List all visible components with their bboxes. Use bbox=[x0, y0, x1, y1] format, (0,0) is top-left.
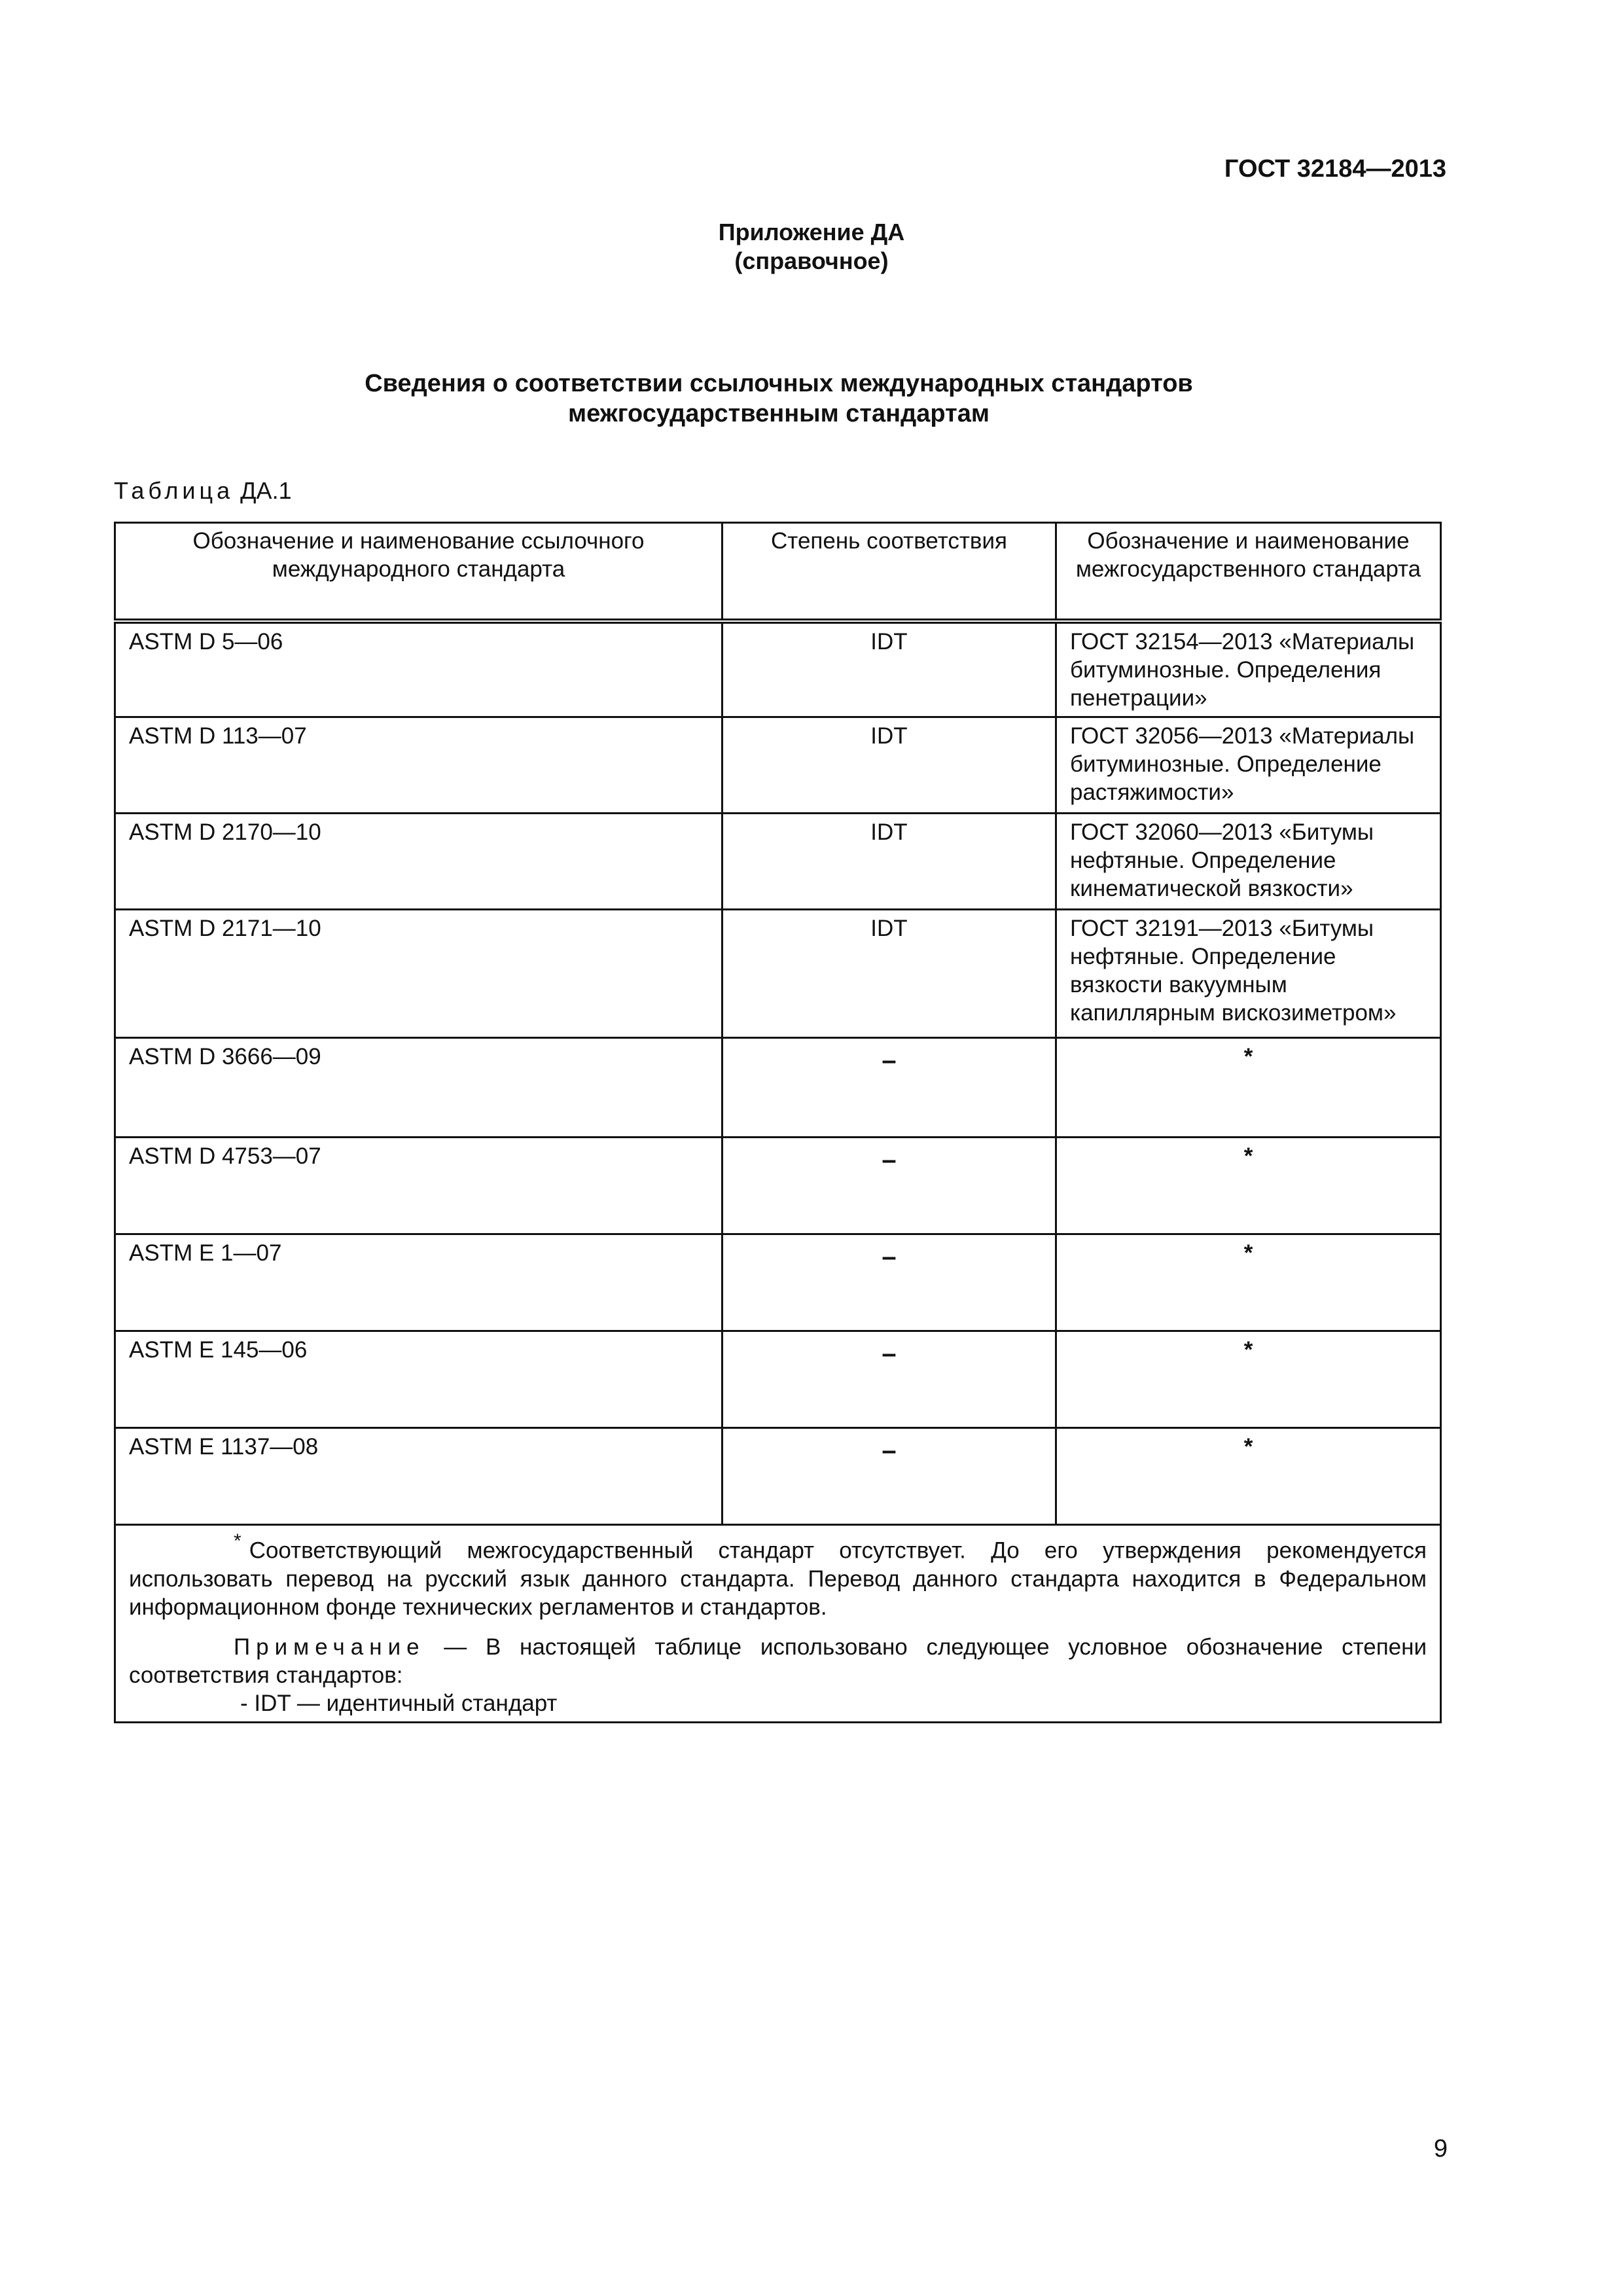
table-row bbox=[115, 1428, 1441, 1525]
note-text: — В настоящей таблице использовано следующее условное обозначение степени соответствия стандартов: bbox=[129, 1634, 1427, 1688]
intl-standard-cell: ASTM E 1137—08 bbox=[115, 1428, 722, 1525]
table-row bbox=[115, 717, 1441, 814]
appendix-subtitle: (справочное) bbox=[734, 247, 889, 274]
degree-cell: – bbox=[722, 1234, 1056, 1331]
intl-standard-cell: ASTM E 145—06 bbox=[115, 1331, 722, 1428]
intl-standard-cell: ASTM D 3666—09 bbox=[115, 1038, 722, 1138]
table-notes-cell bbox=[115, 1525, 1441, 1723]
national-standard-cell: * bbox=[1056, 1234, 1441, 1331]
national-standard-cell: * bbox=[1056, 1038, 1441, 1138]
table-row bbox=[115, 910, 1441, 1038]
table-row bbox=[115, 1331, 1441, 1428]
national-standard-cell: ГОСТ 32191—2013 «Битумы нефтяные. Определение вязкости вакуумным капиллярным вискозиметром» bbox=[1056, 910, 1441, 1038]
table-footnote bbox=[129, 1530, 1427, 1621]
table-row bbox=[115, 1234, 1441, 1331]
intl-standard-cell: ASTM D 2171—10 bbox=[115, 910, 722, 1038]
header-international-standard: Обозначение и наименование ссылочного международного стандарта bbox=[115, 523, 722, 621]
table-row bbox=[115, 1038, 1441, 1138]
degree-cell: – bbox=[722, 1038, 1056, 1138]
footnote-mark: * bbox=[234, 1530, 241, 1552]
table-note bbox=[129, 1633, 1427, 1689]
table-header-row bbox=[115, 523, 1441, 621]
intl-standard-cell: ASTM D 2170—10 bbox=[115, 814, 722, 910]
degree-cell: – bbox=[722, 1428, 1056, 1525]
degree-cell: – bbox=[722, 1138, 1056, 1234]
degree-cell: – bbox=[722, 1331, 1056, 1428]
appendix-title: Приложение ДА bbox=[718, 219, 905, 245]
national-standard-cell: * bbox=[1056, 1428, 1441, 1525]
table-caption-prefix: Таблица bbox=[114, 477, 234, 504]
note-legend: - IDT — идентичный стандарт bbox=[240, 1690, 558, 1716]
degree-cell: IDT bbox=[722, 910, 1056, 1038]
table-notes-row bbox=[115, 1525, 1441, 1723]
appendix-heading bbox=[0, 218, 1623, 276]
national-standard-cell: * bbox=[1056, 1331, 1441, 1428]
table-row bbox=[115, 1138, 1441, 1234]
header-degree: Степень соответствия bbox=[722, 523, 1056, 621]
section-title bbox=[0, 368, 1558, 429]
national-standard-cell: * bbox=[1056, 1138, 1441, 1234]
national-standard-cell: ГОСТ 32154—2013 «Материалы битуминозные. Определения пенетрации» bbox=[1056, 621, 1441, 717]
footnote-text: Соответствующий межгосударственный стандарт отсутствует. До его утверждения рекомендуется использовать перевод на русский язык данного стандарта. Перевод данного стандарта находится в Федеральном информационном фонде технических регламентов и стандартов. bbox=[129, 1537, 1427, 1620]
standards-correspondence-table bbox=[114, 522, 1442, 1723]
intl-standard-cell: ASTM D 113—07 bbox=[115, 717, 722, 814]
table-row bbox=[115, 814, 1441, 910]
degree-cell: IDT bbox=[722, 814, 1056, 910]
intl-standard-cell: ASTM E 1—07 bbox=[115, 1234, 722, 1331]
header-national-standard: Обозначение и наименование межгосударственного стандарта bbox=[1056, 523, 1441, 621]
intl-standard-cell: ASTM D 4753—07 bbox=[115, 1138, 722, 1234]
note-label: Примечание bbox=[234, 1634, 425, 1660]
degree-cell: IDT bbox=[722, 717, 1056, 814]
table-caption-number: ДА.1 bbox=[240, 477, 292, 504]
table-row bbox=[115, 621, 1441, 717]
degree-cell: IDT bbox=[722, 621, 1056, 717]
table-caption bbox=[114, 476, 292, 505]
page-number: 9 bbox=[1433, 2135, 1448, 2162]
intl-standard-cell: ASTM D 5—06 bbox=[115, 621, 722, 717]
document-code: ГОСТ 32184—2013 bbox=[1224, 155, 1446, 183]
section-title-line-2: межгосударственным стандартам bbox=[568, 400, 990, 427]
section-title-line-1: Сведения о соответствии ссылочных международных стандартов bbox=[365, 370, 1193, 397]
national-standard-cell: ГОСТ 32056—2013 «Материалы битуминозные. Определение растяжимости» bbox=[1056, 717, 1441, 814]
national-standard-cell: ГОСТ 32060—2013 «Битумы нефтяные. Определение кинематической вязкости» bbox=[1056, 814, 1441, 910]
